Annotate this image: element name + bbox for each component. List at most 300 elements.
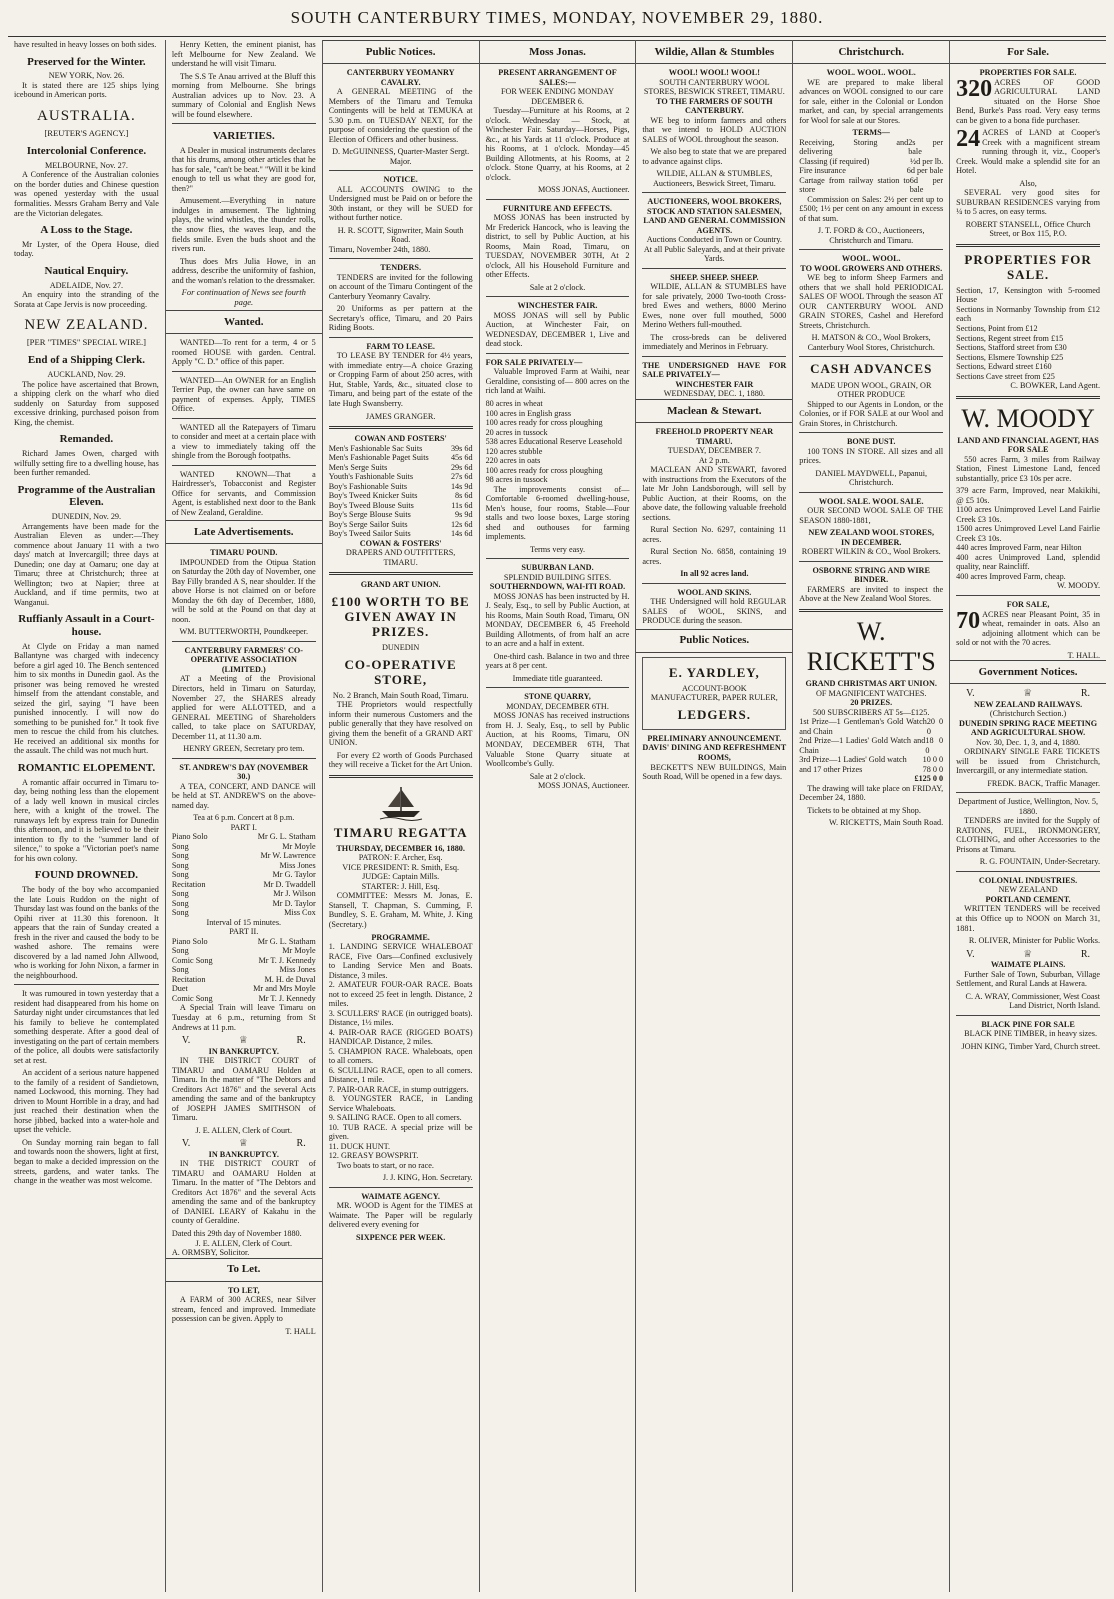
- programme-row-label: Piano Solo: [171, 936, 208, 946]
- remanded-text: Richard James Owen, charged with wilfully setting fire to a dwelling house, has been further remanded.: [14, 449, 159, 478]
- lot-acreage: 70: [956, 607, 981, 634]
- hall-signature: T. HALL.: [1067, 650, 1100, 660]
- cowan-subtitle: DRAPERS AND OUTFITTERS, TIMARU.: [345, 548, 456, 567]
- prize-row-label: 1st Prize—1 Gentleman's Gold Watch and Chain: [799, 717, 927, 736]
- for-sale-banner: For Sale.: [950, 40, 1106, 64]
- section-row: Section, 17, Kensington with 5-roomed House: [956, 285, 1100, 305]
- plains-heading: WAIMATE PLAINS.: [990, 960, 1066, 970]
- clerk-text: The police have ascertained that Brown, a shipping clerk on the wharf who died suddenly on Saturday from supposed excessive drinking, purchased poison from King, the chemist.: [14, 379, 159, 427]
- wanted-ad: WANTED all the Ratepayers of Timaru to consider and meet at a certain place with a view to immediately taking off the shingle from the Borough footpaths.: [171, 422, 316, 461]
- properties-heading: PROPERTIES FOR SALE.: [964, 251, 1092, 282]
- stage-heading: A Loss to the Stage.: [40, 224, 133, 237]
- public-notices-banner: Public Notices.: [636, 629, 792, 653]
- prize-row-value: 20 0 0: [926, 717, 944, 736]
- programme-row: [172, 956, 316, 966]
- terms-heading: TERMS—: [852, 128, 890, 138]
- for-sale-heading: FOR SALE,: [1006, 600, 1050, 609]
- moody-signature: W. MOODY.: [1057, 581, 1100, 591]
- divider: [642, 583, 786, 584]
- divider: [172, 371, 316, 372]
- special-train-text: A Special Train will leave Timaru on Tuesday at 6 p.m., returning from St Andrews at 11 p.m.: [171, 1003, 316, 1032]
- auctioneer-signature: MOSS JONAS, Auctioneer.: [537, 781, 630, 791]
- maclean-banner: Maclean & Stewart.: [636, 399, 792, 423]
- royal-arms: V. ♕ R.: [181, 1138, 306, 1150]
- australia-heading: AUSTRALIA.: [37, 107, 136, 124]
- winchester-text: MOSS JONAS will sell by Public Auction, at Winchester Fair, on WEDNESDAY, DECEMBER 1, Live and dead stock.: [485, 310, 630, 349]
- fee-row-value: 2s per bale: [908, 137, 944, 157]
- farm-signature: JAMES GRANGER.: [365, 411, 436, 421]
- programme-row: [172, 984, 316, 994]
- cash-subtitle: MADE UPON WOOL, GRAIN, OR OTHER PRODUCE: [811, 380, 932, 400]
- programme-row-label: Song: [171, 898, 189, 908]
- yardley-ad: [642, 657, 786, 730]
- advances-text: WE are prepared to make liberal advances on WOOL consigned to our care for sale, either in the Colonial or London market, and can, by special arrangements for Wool for sale at our Stores.: [799, 77, 944, 125]
- wanted-banner: Wanted.: [166, 310, 322, 334]
- section-row: Sections, Edward street £160: [956, 362, 1052, 372]
- programme-row: [172, 851, 316, 861]
- concert-times: Tea at 6 p.m. Concert at 8 p.m.: [193, 813, 295, 823]
- price-row: [329, 453, 473, 463]
- total-acres: In all 92 acres land.: [680, 569, 749, 579]
- notice-heading: NOTICE.: [383, 175, 418, 185]
- preliminary-heading: PRELIMINARY ANNOUNCEMENT.: [647, 733, 782, 743]
- late-ads-banner: Late Advertisements.: [166, 520, 322, 544]
- cash-advances-heading: CASH ADVANCES: [810, 361, 933, 377]
- prize-row: [799, 717, 943, 736]
- suburban-heading: SUBURBAN LAND.: [521, 563, 594, 573]
- fee-row-value: 6d per bale: [909, 175, 944, 195]
- cavalry-text: A GENERAL MEETING of the Members of the Timaru and Temuka Contingents will be held at TEMUKA at 5.30 p.m. on TUESDAY NEXT, for the purpose of considering the question of the Election of Officers and other business.: [328, 87, 473, 144]
- programme-row-value: Mr T. J. Kennedy: [258, 955, 316, 965]
- regatta-event: 7. PAIR-OAR RACE, in stump outriggers.: [328, 1084, 469, 1094]
- bankruptcy-heading: IN BANKRUPTCY.: [208, 1149, 279, 1159]
- wilkin-signature: ROBERT WILKIN & CO., Wool Brokers.: [801, 547, 941, 557]
- acreage-row: 98 acres in tussock: [485, 475, 548, 485]
- acreage-row: 220 acres in oats: [485, 456, 541, 466]
- part-two-label: PART II.: [229, 927, 259, 937]
- private-sale-heading: FOR SALE PRIVATELY—: [485, 357, 583, 367]
- lot-acreage: 320: [956, 75, 993, 102]
- crossbred-text: The cross-breds can be delivered immediately and Merinos in February.: [642, 332, 787, 352]
- programme-row-label: Song: [171, 851, 189, 861]
- eleven-dateline: DUNEDIN, Nov. 29.: [51, 512, 122, 522]
- section-row: Sections, Point from £12: [956, 323, 1038, 333]
- concert-programme: [172, 937, 316, 1004]
- fee-row-label: Fire insurance: [799, 166, 846, 176]
- divider: [329, 426, 473, 429]
- programme-row-value: M. H. de Duval: [264, 974, 316, 984]
- varieties-heading: VARIETIES.: [212, 130, 275, 143]
- moody-row: 1100 acres Unimproved Level Land Fairlie Creek £3 10s.: [956, 505, 1100, 524]
- divider: [486, 353, 630, 354]
- yardley-subtitle: ACCOUNT-BOOK MANUFACTURER, PAPER RULER,: [650, 683, 778, 703]
- prize-row-label: 3rd Prize—1 Ladies' Gold watch: [799, 755, 907, 765]
- spring-heading: DUNEDIN SPRING RACE MEETING AND AGRICULTURAL SHOW.: [959, 718, 1098, 738]
- sailing-ship-icon: [378, 783, 424, 821]
- bowker-signature: C. BOWKER, Land Agent.: [1010, 381, 1100, 391]
- arrangement-heading: PRESENT ARRANGEMENT OF SALES:—: [498, 68, 617, 87]
- moody-row: 1500 acres Unimproved Level Land Fairlie Creek £3 10s.: [956, 524, 1100, 543]
- art-union-heading: GRAND ART UNION.: [360, 580, 441, 590]
- programme-row-label: Song: [171, 860, 189, 870]
- pine-heading: BLACK PINE FOR SALE: [981, 1019, 1075, 1029]
- auctioneer-signature: MOSS JONAS, Auctioneer.: [537, 185, 630, 195]
- freehold-date: TUESDAY, DECEMBER 7.: [667, 446, 761, 456]
- moss-jonas-banner: Moss Jonas.: [480, 40, 636, 64]
- coop-heading: CANTERBURY FARMERS' CO-OPERATIVE ASSOCIATION (LIMITED.): [184, 645, 303, 674]
- wildie-banner: Wildie, Allan & Stumbles: [636, 40, 792, 64]
- romantic-text: A romantic affair occurred in Timaru to-day, being nothing less than the elopement of a lady well known in musical circles here, with a knight of the trowel. The runaways left by express train for Dunedin this afternoon, and it is believed to be their intention to fly to the "summer land of silence," to spoke a "Victorian poet's name for his own colony.: [14, 777, 159, 863]
- cement-text: WRITTEN TENDERS will be received at this Office up to NOON on March 31, 1881.: [956, 904, 1100, 933]
- fee-row: [799, 176, 943, 195]
- fountain-signature: R. G. FOUNTAIN, Under-Secretary.: [979, 857, 1100, 867]
- to-let-text: A FARM of 300 ACRES, near Silver stream, fenced and improved. Immediate possession can be given. Apply to: [171, 1295, 316, 1324]
- clerk-signature: J. E. ALLEN, Clerk of Court.: [195, 1125, 293, 1135]
- column-moss-jonas: [479, 40, 636, 1592]
- te-anau-text: The S.S Te Anau arrived at the Bluff this morning from Melbourne. She brings Australian advices up to Nov. 23. A summary of Colonial and English News will be found elsewhere.: [171, 71, 316, 119]
- programme-row-value: Mr T. J. Kennedy: [258, 993, 316, 1003]
- concert-programme: [172, 832, 316, 918]
- section-row: Sections, Elsmere Township £25: [956, 352, 1064, 362]
- davis-heading: DAVIS' DINING AND REFRESHMENT ROOMS,: [642, 743, 787, 762]
- programme-row: [172, 975, 316, 985]
- rumour-text: It was rumoured in town yesterday that a resident had disappeared from his home on Saturday night under circumstances that led his family to believe he contemplated something desperate. After a good deal of investigating on the part of certain members of the police, all doubts were satisfactorily set at rest.: [14, 989, 159, 1065]
- title-label: Immediate title guaranteed.: [512, 673, 603, 683]
- fair-date: WEDNESDAY, DEC. 1, 1880.: [663, 389, 765, 399]
- divider: [172, 123, 316, 124]
- commission-text: Commission on Sales: 2½ per cent up to £500; 1½ per cent on any amount in excess of that sum.: [799, 194, 944, 223]
- programme-row: [172, 889, 316, 899]
- acreage-row: 80 acres in wheat: [485, 398, 543, 408]
- suburban-text: SEVERAL very good sites for SUBURBAN RESIDENCES varying from ¼ to 5 acres, on easy terms.: [956, 188, 1100, 217]
- price-row: [329, 510, 473, 520]
- assault-heading: Ruffianly Assault in a Court-house.: [18, 613, 155, 638]
- fee-row: [799, 166, 943, 176]
- store-text: THE Proprietors would respectfully inform their numerous Customers and the public generally that they have resolved on giving them the benefit of a GRAND ART UNION.: [328, 700, 473, 748]
- divider: [799, 356, 943, 357]
- matson-signature: H. MATSON & CO., Wool Brokers, Canterbury Wool Stores, Christchurch.: [807, 333, 935, 352]
- drawing-text: The drawing will take place on FRIDAY, December 24, 1880.: [799, 783, 944, 803]
- divider: [642, 192, 786, 193]
- davis-text: BECKETT'S NEW BUILDINGS, Main South Road, Will be opened in a few days.: [642, 762, 787, 782]
- remanded-heading: Remanded.: [59, 433, 114, 446]
- bone-dust-heading: BONE DUST.: [846, 437, 896, 447]
- drowned-heading: FOUND DROWNED.: [34, 869, 139, 882]
- notice-signature: H. R. SCOTT, Signwriter, Main South Road.: [337, 225, 464, 245]
- programme-row-value: Mr and Mrs Moyle: [253, 984, 316, 994]
- divider: [956, 871, 1100, 872]
- price-row: [329, 463, 473, 473]
- subscribers-label: 500 SUBSCRIBERS AT 5s—£125.: [813, 707, 930, 717]
- divider: [172, 418, 316, 419]
- clerk-signature: J. E. ALLEN, Clerk of Court.: [195, 1238, 293, 1248]
- divider: [642, 356, 786, 357]
- nautical-text: An enquiry into the stranding of the Sorata at Cape Jervis is now proceeding.: [14, 290, 159, 309]
- farmers-heading: TO THE FARMERS OF SOUTH CANTERBURY.: [656, 96, 773, 116]
- wanted-ad: WANTED—An OWNER for an English Terrier Pup, the owner can have same on payment of expenses. Apply, TIMES Office.: [171, 375, 316, 414]
- sheep-text: WILDIE, ALLAN & STUMBLES have for sale privately, 2000 Two-tooth Cross-bred Ewes and wethers, 8000 Merino Ewes, none over full mouthed, 5000 Merino Wethers full-mouthed.: [642, 282, 787, 330]
- private-sale-text: Valuable Improved Farm at Waihi, near Geraldine, consisting of— 800 acres on the rich land at Waihi.: [485, 367, 630, 396]
- lot-text: ACRES of LAND at Cooper's Creek with a magnificent stream running through it, viz., Cooper's Creek. Would make a splendid site for an Hotel.: [956, 128, 1100, 176]
- price-row-label: Boy's Tweed Knicker Suits: [328, 491, 418, 501]
- prize-row-value: 78 0 0: [922, 764, 944, 774]
- tickets-text: ORDINARY SINGLE FARE TICKETS will be issued from Christchurch, Invercargill, or any intermediate station.: [956, 747, 1100, 776]
- price-row-value: 14s 9d: [450, 481, 473, 491]
- conference-text: A Conference of the Australian colonies on the border duties and Chinese question was opened yesterday with the usual formalities. Messrs Graham Berry and Vale are the Victorian delegates.: [14, 170, 159, 218]
- december-label: IN DECEMBER.: [840, 537, 902, 547]
- column-wildie: [635, 40, 792, 1592]
- programme-row-value: Mr G. L. Statham: [257, 936, 316, 946]
- cowan-heading: COWAN AND FOSTERS': [354, 434, 447, 444]
- programme-row-label: Song: [171, 946, 189, 956]
- royal-arms: V. ♕ R.: [181, 1035, 306, 1047]
- fee-row-value: ½d per lb.: [909, 156, 944, 166]
- plains-text: Further Sale of Town, Suburban, Village Settlement, and Rural Lands at Hawera.: [956, 969, 1100, 989]
- wildie-signature: WILDIE, ALLAN & STUMBLES, Auctioneers, Beswick Street, Timaru.: [652, 169, 776, 188]
- back-signature: FREDK. BACK, Traffic Manager.: [987, 778, 1100, 788]
- winchester-heading: WINCHESTER FAIR.: [517, 301, 598, 311]
- farm-text: TO LEASE BY TENDER for 4½ years, with immediate entry—A choice Grazing or Cropping Farm of about 250 acres, with Hut, Stable, Yards, &c., situated close to Timaru, and being part of the estate of the late Hugh Swansberry.: [328, 351, 473, 408]
- price-row: [329, 501, 473, 511]
- yardley-heading: E. YARDLEY,: [668, 664, 760, 680]
- programme-row: [172, 965, 316, 975]
- furniture-footer: Sale at 2 o'clock.: [529, 282, 586, 292]
- divider: [329, 337, 473, 338]
- tenders-text: TENDERS are invited for the following on account of the Timaru Contingent of the Canterbury Yeomanry Cavalry.: [328, 272, 473, 301]
- railways-heading: NEW ZEALAND RAILWAYS.: [973, 699, 1083, 709]
- divider: [799, 561, 943, 562]
- bankruptcy-heading: IN BANKRUPTCY.: [208, 1046, 279, 1056]
- winchester-fair-heading: WINCHESTER FAIR: [675, 379, 754, 389]
- cavalry-heading: CANTERBURY YEOMANRY CAVALRY.: [346, 68, 455, 87]
- price-row-label: Men's Fashionable Paget Suits: [328, 453, 429, 463]
- columns: [8, 40, 1106, 1592]
- prize-row-value: 18 0 0: [925, 736, 944, 755]
- regatta-committee: COMMITTEE: Messrs M. Jonas, E. Stansell, T. Chapman, S. Cumming, F. Bundley, S. E. Graham, M. White, J. King (Secretary.): [328, 891, 473, 929]
- fee-row-label: Receiving, Storing and delivering: [799, 137, 909, 157]
- periodical-text: WE beg to inform Sheep Farmers and others that we shall hold PERIODICAL SALES OF WOOL Through the season AT OUR CANTERBURY WOOL AND GRAIN STORES, Cashel and Hereford Streets, Christchurch.: [799, 273, 944, 330]
- price-row-value: 45s 6d: [450, 453, 473, 463]
- southerndown-label: SOUTHERNDOWN, WAI-ITI ROAD.: [489, 582, 626, 592]
- christchurch-banner: Christchurch.: [793, 40, 949, 64]
- programme-row-value: Mr J. Wilson: [273, 889, 316, 899]
- interval-label: Interval of 15 minutes.: [206, 917, 282, 927]
- programme-row-label: Comic Song: [171, 955, 213, 965]
- farm-heading: FARM TO LEASE.: [366, 341, 435, 351]
- divider: [486, 199, 630, 200]
- also-label: Also,: [1019, 178, 1037, 188]
- season-text: OUR SECOND WOOL SALE OF THE SEASON 1880-1881,: [799, 506, 944, 525]
- yards-label: At all Public Saleyards, and at their private Yards.: [643, 244, 785, 264]
- quarry-text: MOSS JONAS has received instructions from H. J. Sealy, Esq., to sell by Public Auction, at his Rooms, Timaru, ON MONDAY, DECEMBER 6TH, That Valuable Stone Quarry situate at Woollcombe's Gully.: [485, 711, 630, 769]
- regatta-starter: STARTER: J. Hill, Esq.: [361, 881, 440, 891]
- acreage-list: [486, 399, 630, 485]
- wray-signature: C. A. WRAY, Commissioner, West Coast Land District, North Island.: [965, 991, 1100, 1011]
- moody-list: [956, 486, 1100, 581]
- suburban-text: MOSS JONAS has been instructed by H. J. Sealy, Esq., to sell by Public Auction, at his Rooms, Main South Road, Timaru, ON MONDAY, DECEMBER 6, 45 Freehold Building Allotments, of from half an acre to an acre and a half in extent.: [485, 591, 630, 649]
- programme-row: [172, 937, 316, 947]
- price-row-label: Boy's Tweed Blouse Suits: [328, 500, 414, 510]
- prize-row: [799, 755, 943, 765]
- dunedin-label: DUNEDIN: [381, 642, 420, 652]
- wool-heading: WOOL. WOOL.: [841, 254, 901, 264]
- varieties-text: A Dealer in musical instruments declares that his drums, among other articles that he has for sale, "can't be beat." "Will it be kind enough to tell us what they are good for, then?": [171, 145, 316, 193]
- divider: [329, 1187, 473, 1188]
- regatta-event: 6. SCULLING RACE, open to all comers. Distance, 1 mile.: [328, 1065, 473, 1085]
- programme-row-label: Piano Solo: [171, 832, 208, 842]
- price-row-label: Boy's Serge Blouse Suits: [328, 510, 411, 520]
- price-row: [329, 444, 473, 454]
- bankruptcy-date: Dated this 29th day of November 1880.: [171, 1228, 302, 1238]
- programme-row-value: Mr G. L. Statham: [257, 832, 316, 842]
- acreage-row: 100 acres ready for cross ploughing: [485, 418, 603, 428]
- bankruptcy-text: IN THE DISTRICT COURT of TIMARU and OAMARU Holden at Timaru. In the matter of "The Debtors and Creditors Act 1876" and the several Acts amending the same and of the bankruptcy of JOSEPH JAMES SMITHSON of Timaru.: [171, 1056, 316, 1123]
- price-row: [329, 520, 473, 530]
- prize-row: [799, 736, 943, 755]
- lead-text: have resulted in heavy losses on both sides.: [14, 40, 157, 49]
- programme-row-label: Recitation: [171, 879, 206, 889]
- quarry-date: MONDAY, DECEMBER 6TH.: [506, 701, 609, 711]
- section-row: Sections in Normanby Township from £12 each: [956, 304, 1100, 324]
- notice-text: ALL ACCOUNTS OWING to the Undersigned must be Paid on or before the 30th instant, or they will be SUED for without further notice.: [328, 184, 473, 223]
- ford-signature: J. T. FORD & CO., Auctioneers, Christchurch and Timaru.: [817, 226, 925, 245]
- watches-label: OF MAGNIFICENT WATCHES.: [815, 688, 927, 698]
- drowned-text: The body of the boy who accompanied the late Louis Ruddon on the night of Thursday last was found on the banks of the Opihi river at 11.30 this forenoon. It appears that the rain of Sunday created a fresh in the river and caused the body to be washed ashore. The remains were discovered by a lad named John Allwood, who is working for John Nixon, a farmer in the neighbourhood.: [14, 885, 159, 980]
- column-varieties: [165, 40, 322, 1592]
- price-row-value: 9s 9d: [455, 510, 473, 520]
- programme-row-label: Duet: [171, 984, 188, 994]
- programme-row: [172, 842, 316, 852]
- prizes-total: £125 0 0: [914, 774, 944, 784]
- acreage-row: 538 acres Educational Reserve Leasehold: [485, 437, 622, 447]
- waimate-text: MR. WOOD is Agent for the TIMES at Waimate. The Paper will be regularly delivered every evening for: [328, 1201, 473, 1230]
- solicitor-signature: A. ORMSBY, Solicitor.: [171, 1248, 250, 1258]
- stores-label: NEW ZEALAND WOOL STORES,: [808, 528, 934, 538]
- price-row-label: Boy's Fashionable Suits: [328, 481, 408, 491]
- programme-row-label: Song: [171, 870, 189, 880]
- wire-label: [PER "TIMES" SPECIAL WIRE.]: [26, 337, 147, 348]
- regatta-events: [329, 942, 473, 1161]
- regatta-event: 12. GREASY BOWSPRIT.: [328, 1151, 419, 1161]
- clerk-heading: End of a Shipping Clerk.: [27, 354, 145, 367]
- justice-dateline: Department of Justice, Wellington, Nov. 5, 1880.: [958, 797, 1098, 816]
- price-row-value: 12s 6d: [450, 519, 473, 529]
- king-signature: JOHN KING, Timber Yard, Church street.: [961, 1041, 1100, 1051]
- regatta-date: THURSDAY, DECEMBER 16, 1880.: [336, 843, 465, 853]
- regatta-event: 3. SCULLERS' RACE (in outrigged boats). Distance, 1½ miles.: [328, 1008, 473, 1028]
- wool-heading: WOOL! WOOL! WOOL!: [668, 68, 760, 77]
- masthead: SOUTH CANTERBURY TIMES, MONDAY, NOVEMBER 29, 1880.: [290, 8, 824, 27]
- coop-store-address: No. 2 Branch, Main South Road, Timaru.: [332, 690, 469, 700]
- ricketts-signature: W. RICKETTS, Main South Road.: [829, 818, 944, 828]
- lot-acreage: 24: [956, 126, 981, 153]
- regatta-event: 5. CHAMPION RACE. Whaleboats, open to all comers.: [328, 1046, 473, 1066]
- programme-row: [172, 832, 316, 842]
- sections-list: [956, 286, 1100, 381]
- cement-heading: PORTLAND CEMENT.: [985, 894, 1071, 904]
- winter-text: It is stated there are 125 ships lying icebound in American ports.: [14, 80, 159, 100]
- assault-text: At Clyde on Friday a man named Ballantyne was charged with indecency before a girl aged 10. The Bench sentenced him to six months in Dunedin gaol. As the prisoner was being removed he wrested himself from the attendant constable, and seized the girl, saying "I have been punished innocently. I will now do something to be punished for." It took five men to rescue the child from his clutches. He received an additional six months for the assault. The child was not much hurt.: [14, 641, 159, 756]
- amusement-text: Amusement.—Everything in nature indulges in amusement. The lightning plays, the wind whistles, the thunder rolls, the snow flies, the waves leap, and the fields smile. Even the buds shoot and the rivers run.: [171, 196, 316, 254]
- price-row-value: 29s 6d: [450, 462, 473, 472]
- price-row-value: 11s 6d: [451, 500, 473, 510]
- maclean-text: MACLEAN AND STEWART, favored with instructions from the Executors of the late Mr John Landsborough, will sell by Public Auction, at their Rooms, on the above date, the following valuable freehold sections.: [642, 465, 787, 522]
- prize-heading: £100 WORTH TO BE GIVEN AWAY IN PRIZES.: [331, 593, 470, 639]
- part-one-label: PART I.: [230, 822, 257, 832]
- programme-row-label: Song: [171, 889, 189, 899]
- programme-row-value: Mr G. Taylor: [272, 870, 316, 880]
- to-let-banner: To Let.: [166, 1258, 322, 1282]
- rural-section-2: Rural Section No. 6858, containing 19 acres.: [642, 547, 787, 566]
- bankruptcy-text: IN THE DISTRICT COURT of TIMARU and OAMARU Holden at Timaru. In the matter of "The Debtors and Creditors Act 1876" and the several Acts amending the same and of the bankruptcy of DANIEL LEARY of Kakahu in the county of Geraldine.: [171, 1159, 316, 1226]
- oliver-signature: R. OLIVER, Minister for Public Works.: [968, 936, 1100, 946]
- entries-text: Two boats to start, or no race.: [336, 1160, 434, 1170]
- divider: [956, 244, 1100, 247]
- price-row-label: Youth's Fashionable Suits: [328, 472, 414, 482]
- winter-heading: Preserved for the Winter.: [27, 55, 146, 68]
- auctioneers-label: AUCTIONEERS, WOOL BROKERS, STOCK AND STATION SALESMEN, LAND AND GENERAL COMMISSION AGENTS.: [643, 197, 786, 235]
- programme-row: [172, 994, 316, 1004]
- reuter-label: [REUTER'S AGENCY.]: [44, 128, 129, 139]
- st-andrews-heading: ST. ANDREW'S DAY (NOVEMBER 30.): [179, 762, 309, 782]
- ledgers-label: LEDGERS.: [677, 706, 752, 722]
- column-public-notices: [322, 40, 479, 1592]
- lot-text: ACRES near Pleasant Point, 35 in wheat, remainder in oats. Also an adjoining allotment which can be sold or not with the 70 acres.: [956, 609, 1100, 648]
- programme-row-label: Song: [171, 908, 189, 918]
- moody-row: 400 acres Improved Farm, cheap.: [956, 571, 1066, 581]
- building-sites-label: SPLENDID BUILDING SITES.: [503, 572, 612, 582]
- properties-heading: PROPERTIES FOR SALE.: [979, 68, 1077, 77]
- tenders-heading: TENDERS.: [380, 263, 421, 273]
- terms-label: Terms very easy.: [529, 544, 586, 554]
- nautical-heading: Nautical Enquiry.: [44, 264, 129, 277]
- wool-advance-text: We also beg to state that we are prepared to advance against clips.: [642, 147, 787, 166]
- programme-row: [172, 861, 316, 871]
- fee-row-label: Cartage from railway station to store: [799, 175, 910, 195]
- undersigned-heading: THE UNDERSIGNED HAVE FOR SALE PRIVATELY—: [642, 360, 787, 380]
- divider: [329, 775, 473, 778]
- price-row-value: 27s 6d: [450, 472, 473, 482]
- divider: [329, 258, 473, 259]
- regatta-judge: JUDGE: Captain Mills.: [362, 872, 440, 882]
- government-banner: Government Notices.: [950, 660, 1106, 684]
- royal-arms: V. ♕ R.: [966, 948, 1090, 960]
- wanted-ad: WANTED KNOWN—That a Hairdresser's, Tobacconist and Register Office for servants, and Commission Agent, is established next door to the Bank of New Zealand, Geraldine.: [171, 469, 316, 517]
- programme-row-label: Song: [171, 841, 189, 851]
- quarry-heading: STONE QUARRY,: [524, 692, 591, 702]
- prize-row: [799, 765, 943, 775]
- programme-row-value: Mr D. Taylor: [272, 898, 316, 908]
- acreage-row: 20 acres in tussock: [485, 427, 548, 437]
- divider: [486, 687, 630, 688]
- furniture-text: MOSS JONAS has been instructed by Mr Frederick Hancock, who is leaving the district, to sell by Public Auction, at his Rooms, Main Road, Timaru, on TUESDAY, NOVEMBER 30TH, At 2 o'clock, All his Household Furniture and other Effects.: [485, 213, 630, 280]
- divider: [642, 268, 786, 269]
- uniforms-text: 20 Uniforms as per pattern at the Secretary's office, Timaru, and 20 Pairs Riding Boots.: [328, 304, 473, 333]
- prize-row-label: and 17 other Prizes: [799, 764, 863, 774]
- waimate-heading: WAIMATE AGENCY.: [361, 1191, 440, 1201]
- moody-row: 400 acres Unimproved Land, splendid quality, near Raincliff.: [956, 552, 1100, 572]
- price-row-value: 14s 6d: [450, 529, 473, 539]
- suburban-terms: One-third cash. Balance in two and three years at 8 per cent.: [485, 651, 630, 671]
- accident-text: An accident of a serious nature happened to the family of a resident of Sandietown, named Lockwood, this morning. They had driven to Mount Horrible in a dray, and had just reached their destination when the horse jibbed, backed into a water-hole and upset the vehicle.: [14, 1068, 159, 1135]
- nz-label: NEW ZEALAND: [998, 885, 1058, 895]
- fees-list: [799, 138, 943, 195]
- freehold-time: At 2 p.m.: [698, 455, 730, 465]
- divider: [329, 170, 473, 171]
- programme-row-value: Mr W. Lawrence: [260, 851, 316, 861]
- programme-row-value: Mr D. Twaddell: [263, 879, 316, 889]
- rain-text: On Sunday morning rain began to fall and towards noon the showers, light at first, began to make a decided impression on the streets, gardens, and water tanks. The change in the weather was most welcome.: [14, 1137, 159, 1186]
